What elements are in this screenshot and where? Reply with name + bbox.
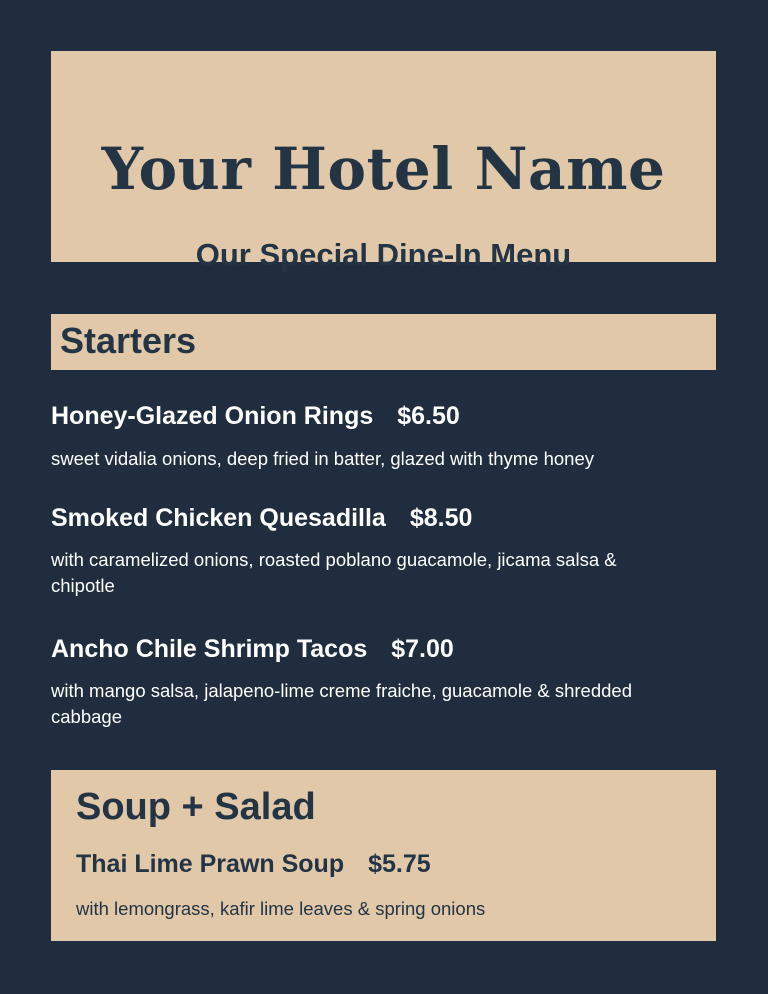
item-description: with caramelized onions, roasted poblano guacamole, jicama salsa & chipotle [51,549,617,596]
item-price: $6.50 [397,402,460,430]
item-name: Thai Lime Prawn Soup [76,850,345,878]
starters-heading-bar [51,314,716,370]
soup-salad-panel [51,770,716,941]
item-description: with lemongrass, kafir lime leaves & spring onions [76,898,486,919]
item-price: $7.00 [391,635,454,663]
menu-item-title [51,504,472,533]
menu-item-title [76,850,431,879]
menu-item-title [51,402,460,431]
hotel-name: Your Hotel Name [101,135,666,203]
item-name: Honey-Glazed Onion Rings [51,402,374,430]
starters-heading: Starters [60,320,197,361]
item-name: Ancho Chile Shrimp Tacos [51,635,368,663]
soup-salad-heading: Soup + Salad [76,786,316,828]
header-panel [51,51,716,272]
item-price: $8.50 [409,504,473,532]
menu-subtitle: Our Special Dine-In Menu [195,237,572,272]
item-price: $5.75 [368,850,431,878]
menu-item-title [51,635,454,664]
item-description: sweet vidalia onions, deep fried in batter, glazed with thyme honey [51,448,594,469]
item-description: with mango salsa, jalapeno-lime creme fraiche, guacamole & shredded cabbage [51,680,632,727]
item-name: Smoked Chicken Quesadilla [51,504,386,532]
